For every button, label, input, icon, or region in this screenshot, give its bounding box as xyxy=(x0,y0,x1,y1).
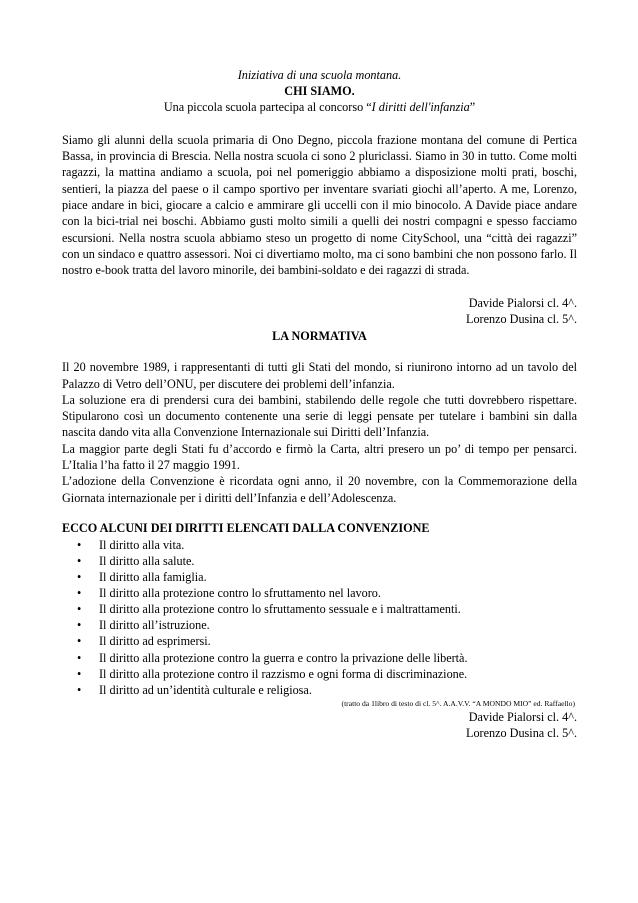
list-item: • Il diritto ad esprimersi. xyxy=(77,634,211,649)
bullet-icon: • xyxy=(77,618,82,633)
page-title: CHI SIAMO. xyxy=(284,83,355,98)
subtitle-prefix: Una piccola scuola partecipa al concorso “ xyxy=(163,99,372,114)
list-item: • Il diritto ad un’identità culturale e religiosa. xyxy=(77,682,312,697)
intro-line: Iniziativa di una scuola montana. xyxy=(237,68,402,82)
document-page xyxy=(62,68,577,741)
bullet-icon: • xyxy=(77,650,82,665)
intro-paragraph: Siamo gli alunni della scuola primaria di Ono Degno, piccola frazione montana del comune di Pertica Bassa, in provincia di Brescia. Nella nostra scuola ci sono 2 pluriclassi. Siamo in 30 in tutto. Come molti ragazzi, la mattina andiamo a scuola, poi nel pomeriggio abbiamo a disposizione molti prati, boschi, sentieri, la piazza del paese o il campo sportivo per inventare svariati giochi all’aperto. A me, Lorenzo, piace andare in bici, giocare a calcio e ammirare gli uccelli con il mio binocolo. A Davide piace andare con la bici-trial nei boschi. Abbiamo gusti molto simili a quelli dei nostri compagni e spesso facciamo escursioni. Nella nostra scuola abbiamo steso un progetto di nome CitySchool, una “città dei ragazzi” con un sindaco e quattro assessori. Noi ci divertiamo molto, ma ci sono bambini che non possono farlo. Il nostro e-book tratta del lavoro minorile, dei bambini-soldato e dei ragazzi di strada. xyxy=(62,132,577,278)
list-item: • Il diritto all’istruzione. xyxy=(77,618,210,633)
signature-lorenzo: Lorenzo Dusina cl. 5^. xyxy=(466,312,577,327)
bullet-icon: • xyxy=(77,537,82,552)
rights-heading: ECCO ALCUNI DEI DIRITTI ELENCATI DALLA CONVENZIONE xyxy=(62,520,430,535)
list-item: • Il diritto alla famiglia. xyxy=(77,570,207,585)
signature-davide: Davide Pialorsi cl. 4^. xyxy=(468,296,577,311)
signature-lorenzo-2: Lorenzo Dusina cl. 5^. xyxy=(466,725,577,740)
normativa-paragraph-1: Il 20 novembre 1989, i rappresentanti di tutti gli Stati del mondo, si riunirono intorno ad un tavolo del Palazzo di Vetro dell’ONU, per discutere dei problemi dell’infanzia. xyxy=(62,360,577,391)
normativa-paragraph-2: La soluzione era di prendersi cura dei bambini, stabilendo delle regole che tutti dovrebbero rispettare. Stipularono così un documento contenente una serie di leggi pensate per tutelare i bambini sin dalla nascita dando vita alla Convenzione Internazionale sui Diritti dell’Infanzia. xyxy=(62,392,577,440)
normativa-paragraph-4: L’adozione della Convenzione è ricordata ogni anno, il 20 novembre, con la Commemorazione della Giornata internazionale per i diritti dell’Infanzia e dell’Adolescenza. xyxy=(62,474,577,505)
normativa-paragraph-3: La maggior parte degli Stati fu d’accordo e firmò la Carta, altri presero un po’ di tempo per pensarci. L’Italia l’ha fatto il 27 maggio 1991. xyxy=(62,441,577,473)
bullet-icon: • xyxy=(77,570,82,585)
signature-davide-2: Davide Pialorsi cl. 4^. xyxy=(468,709,577,724)
list-item: • Il diritto alla salute. xyxy=(77,553,195,568)
contest-name: I diritti dell'infanzia xyxy=(371,99,470,114)
rights-list xyxy=(62,537,577,698)
list-item: • Il diritto alla protezione contro la guerra e contro la privazione delle libertà. xyxy=(77,650,468,665)
list-item: • Il diritto alla vita. xyxy=(77,537,185,552)
bullet-icon: • xyxy=(77,666,82,681)
list-item: • Il diritto alla protezione contro lo sfruttamento nel lavoro. xyxy=(77,586,381,601)
bullet-icon: • xyxy=(77,553,82,568)
subtitle-suffix: ” xyxy=(469,99,476,114)
bullet-icon: • xyxy=(77,634,82,649)
section-title-normativa: LA NORMATIVA xyxy=(272,329,367,344)
list-item: • Il diritto alla protezione contro lo sfruttamento sessuale e i maltrattamenti. xyxy=(77,602,461,617)
source-citation: (tratto da 1libro di testo di cl. 5^. A.A.V.V. “A MONDO MIO” ed. Raffaello) xyxy=(341,698,575,708)
bullet-icon: • xyxy=(77,602,82,617)
bullet-icon: • xyxy=(77,682,82,697)
subtitle xyxy=(62,100,577,116)
bullet-icon: • xyxy=(77,586,82,601)
list-item: • Il diritto alla protezione contro il razzismo e ogni forma di discriminazione. xyxy=(77,666,468,681)
